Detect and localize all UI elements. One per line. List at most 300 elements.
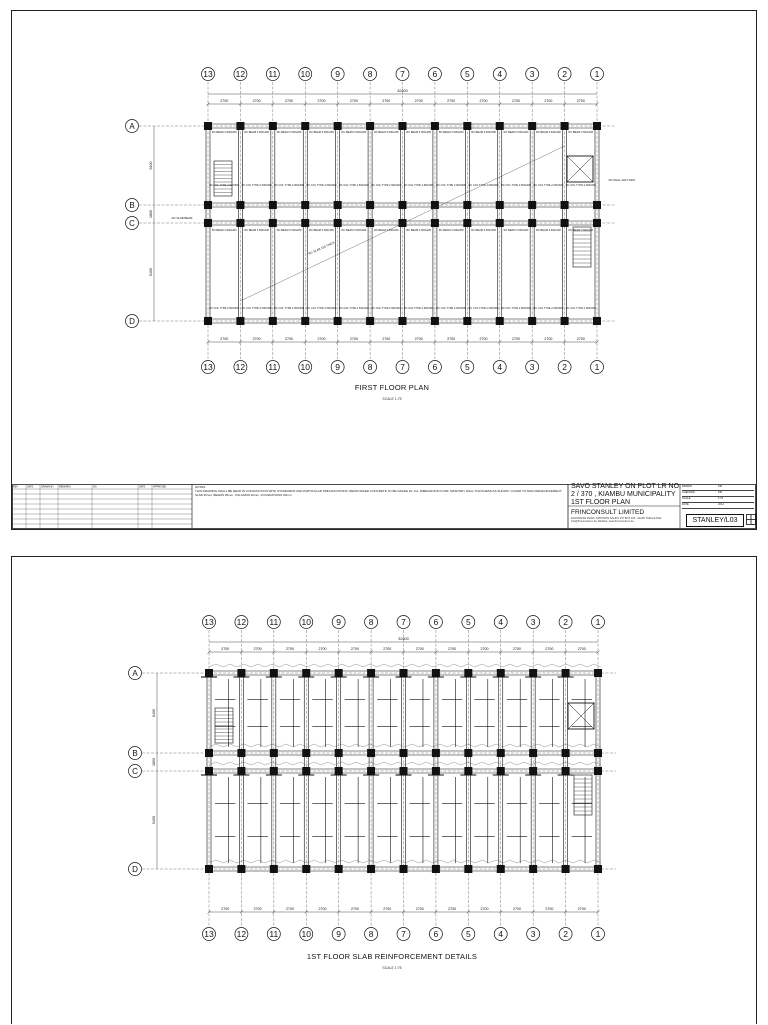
grid-number: 5 <box>465 617 471 627</box>
bay-dimension: 2700 <box>544 99 553 104</box>
bay-dimension: 2700 <box>447 99 456 104</box>
rev-header: DATE <box>27 485 34 489</box>
grid-number: 12 <box>236 929 247 939</box>
beam-label: RC BEAM 3 600x200 <box>211 131 237 134</box>
grid-number: 10 <box>301 617 311 627</box>
column <box>528 219 536 227</box>
column <box>334 201 342 209</box>
grid-number: 4 <box>498 929 504 939</box>
column-label: RC COL TYPE 2 600x600 <box>403 184 434 187</box>
beam-label: RC BEAM 3 600x200 <box>373 229 399 232</box>
column <box>269 201 277 209</box>
grid-number: 2 <box>562 362 567 372</box>
bay-dimension: 2700 <box>512 907 521 912</box>
bay-dimension: 2700 <box>383 907 392 912</box>
company-logo-icon <box>746 514 756 525</box>
column <box>204 317 212 325</box>
column <box>366 122 374 130</box>
grid-letter: B <box>129 201 135 210</box>
grid-number: 11 <box>269 617 279 627</box>
company-name: FRINCONSULT LIMITED <box>571 509 645 516</box>
bay-dimension: 2700 <box>286 907 295 912</box>
beam-label: RC BEAM 3 600x200 <box>406 229 432 232</box>
beam-label: RC BEAM 3 600x200 <box>568 229 594 232</box>
column <box>528 122 536 130</box>
column <box>204 219 212 227</box>
column-label: RC COL TYPE 2 600x600 <box>274 184 305 187</box>
column <box>399 317 407 325</box>
grid-number: 2 <box>563 617 568 627</box>
column <box>301 122 309 130</box>
column <box>593 201 601 209</box>
column <box>269 122 277 130</box>
column <box>562 767 570 775</box>
column <box>594 767 602 775</box>
column <box>334 219 342 227</box>
bay-dimension: 2700 <box>350 647 359 652</box>
meta-value: 1:75 <box>718 497 724 500</box>
column <box>432 749 440 757</box>
slab-beam-label: RC SLAB BEAM <box>171 216 193 220</box>
grid-number: 1 <box>594 69 600 79</box>
project-line-1: SAVO STANLEY ON PLOT LR NO. <box>571 483 681 490</box>
column <box>561 317 569 325</box>
column <box>366 219 374 227</box>
column <box>301 201 309 209</box>
bay-dimension: 2700 <box>576 337 585 342</box>
bay-dimension: 2700 <box>220 99 229 104</box>
meta-row <box>682 503 754 509</box>
column <box>302 865 310 873</box>
column <box>270 669 278 677</box>
column <box>205 865 213 873</box>
grid-number: 8 <box>367 362 373 372</box>
column <box>335 767 343 775</box>
grid-number: 3 <box>529 362 535 372</box>
column <box>204 122 212 130</box>
grid-number: 3 <box>529 69 535 79</box>
grid-number: 7 <box>400 69 405 79</box>
bay-dimension: 2700 <box>479 337 488 342</box>
column <box>236 317 244 325</box>
beam-label: RC BEAM 3 600x200 <box>438 229 464 232</box>
grid-number: 11 <box>269 929 279 939</box>
column <box>205 669 213 677</box>
bay-dimension: 2700 <box>479 99 488 104</box>
beam-label: RC BEAM 3 600x200 <box>309 131 334 134</box>
title-block <box>12 484 756 529</box>
bay-dimension: 2700 <box>318 907 327 912</box>
beam-label: RC BEAM 3 600x200 <box>309 229 334 232</box>
column-label: RC COL TYPE 2 600x600 <box>500 307 531 310</box>
column <box>529 749 537 757</box>
bay-dimension: 2700 <box>285 99 294 104</box>
column <box>204 201 212 209</box>
column <box>561 122 569 130</box>
column <box>400 749 408 757</box>
column <box>562 865 570 873</box>
column <box>399 122 407 130</box>
column <box>528 201 536 209</box>
first-floor-plan-drawing <box>12 11 756 483</box>
grid-number: 6 <box>432 362 438 372</box>
beam-label: RC BEAM 3 600x200 <box>568 131 594 134</box>
grid-number: 7 <box>401 617 406 627</box>
column <box>463 122 471 130</box>
column <box>236 219 244 227</box>
bay-dimension: 2700 <box>414 99 423 104</box>
grid-number: 9 <box>335 362 341 372</box>
beam-label: RC BEAM 3 600x200 <box>211 229 237 232</box>
column <box>594 749 602 757</box>
beam-label: RC BEAM 3 600x200 <box>341 131 367 134</box>
column <box>334 317 342 325</box>
column <box>431 122 439 130</box>
row-dimension: 6400 <box>152 709 156 717</box>
column <box>529 767 537 775</box>
column <box>497 749 505 757</box>
column <box>594 669 602 677</box>
beam-label: RC BEAM 3 600x200 <box>503 229 529 232</box>
rev-header: DATE <box>139 485 146 489</box>
beam-label: RC BEAM 3 600x200 <box>276 229 302 232</box>
grid-number: 7 <box>400 362 405 372</box>
bay-dimension: 2700 <box>447 337 456 342</box>
bay-dimension: 2700 <box>511 337 520 342</box>
bay-dimension: 2700 <box>383 647 392 652</box>
grid-number: 3 <box>530 617 536 627</box>
bay-dimension: 2700 <box>252 337 261 342</box>
overall-dimension: 32400 <box>398 637 409 641</box>
column <box>237 767 245 775</box>
column <box>431 219 439 227</box>
column-label: RC COL TYPE 2 600x600 <box>436 307 467 310</box>
column <box>366 317 374 325</box>
column-label: RC COL TYPE 2 600x600 <box>306 307 337 310</box>
meta-label: DATE <box>682 503 689 506</box>
column <box>399 219 407 227</box>
column <box>367 669 375 677</box>
grid-number: 10 <box>300 69 310 79</box>
column-label: RC COL TYPE 2 600x600 <box>274 307 305 310</box>
bay-dimension: 2700 <box>512 647 521 652</box>
column <box>367 767 375 775</box>
column <box>236 122 244 130</box>
column-label: RC COL TYPE 2 600x600 <box>436 184 467 187</box>
beam-label: RC BEAM 3 600x200 <box>503 131 529 134</box>
column-label: RC COL TYPE 2 600x600 <box>533 307 564 310</box>
column <box>562 669 570 677</box>
grid-number: 11 <box>268 362 278 372</box>
beam-label: RC BEAM 3 600x200 <box>373 131 399 134</box>
bay-dimension: 2700 <box>253 647 262 652</box>
bay-dimension: 2700 <box>220 337 229 342</box>
bay-dimension: 2700 <box>318 647 327 652</box>
column <box>335 749 343 757</box>
column-label: RC COL TYPE 2 600x600 <box>371 184 402 187</box>
column <box>561 219 569 227</box>
grid-number: 6 <box>432 69 438 79</box>
column <box>205 767 213 775</box>
column <box>301 317 309 325</box>
column <box>432 669 440 677</box>
bay-dimension: 2700 <box>221 907 230 912</box>
grid-number: 13 <box>204 617 214 627</box>
meta-label: SCALE <box>682 497 691 500</box>
column-label: RC COL TYPE 2 600x600 <box>209 184 240 187</box>
sheet-first-floor-plan <box>11 10 757 530</box>
column <box>270 749 278 757</box>
bay-dimension: 2700 <box>349 337 358 342</box>
grid-number: 9 <box>336 617 342 627</box>
column <box>464 669 472 677</box>
column <box>496 317 504 325</box>
column-label: RC COL TYPE 2 600x600 <box>241 307 272 310</box>
column <box>269 219 277 227</box>
drawing-number: STANLEY/L03 <box>686 514 744 527</box>
row-dimension: 5400 <box>152 816 156 824</box>
column <box>497 865 505 873</box>
column-label: RC COL TYPE 2 600x600 <box>468 184 499 187</box>
beam-label: RC BEAM 3 600x200 <box>471 131 496 134</box>
column <box>497 767 505 775</box>
column <box>334 122 342 130</box>
column <box>593 219 601 227</box>
column <box>463 317 471 325</box>
wall-label: RC WALL 200 THICK <box>608 178 636 182</box>
beam-label: RC BEAM 3 600x200 <box>244 131 269 134</box>
column <box>432 767 440 775</box>
column <box>237 669 245 677</box>
column <box>464 865 472 873</box>
grid-number: 6 <box>433 929 439 939</box>
column <box>366 201 374 209</box>
column <box>400 767 408 775</box>
grid-letter: A <box>132 669 138 678</box>
grid-number: 8 <box>367 69 373 79</box>
column <box>269 317 277 325</box>
bay-dimension: 2700 <box>350 907 359 912</box>
project-line-3: 1ST FLOOR PLAN <box>571 499 631 507</box>
grid-number: 1 <box>595 617 601 627</box>
bay-dimension: 2700 <box>415 647 424 652</box>
column <box>562 749 570 757</box>
column <box>367 749 375 757</box>
column <box>302 749 310 757</box>
beam-label: RC BEAM 3 600x200 <box>438 131 464 134</box>
grid-number: 5 <box>465 929 471 939</box>
bay-dimension: 2700 <box>577 647 586 652</box>
grid-number: 9 <box>336 929 342 939</box>
grid-number: 1 <box>595 929 601 939</box>
column <box>400 865 408 873</box>
bay-dimension: 2700 <box>382 337 391 342</box>
column-label: RC COL TYPE 2 600x600 <box>565 307 596 310</box>
grid-letter: C <box>129 219 135 228</box>
grid-number: 5 <box>464 69 470 79</box>
bay-dimension: 2700 <box>252 99 261 104</box>
grid-number: 12 <box>235 362 246 372</box>
grid-number: 13 <box>203 362 213 372</box>
bay-dimension: 2700 <box>576 99 585 104</box>
column <box>496 122 504 130</box>
bay-dimension: 2700 <box>448 907 457 912</box>
column <box>432 865 440 873</box>
grid-letter: C <box>132 767 138 776</box>
column <box>237 865 245 873</box>
column <box>400 669 408 677</box>
column-label: RC COL TYPE 2 600x600 <box>565 184 596 187</box>
grid-number: 10 <box>300 362 310 372</box>
column <box>529 865 537 873</box>
bay-dimension: 2700 <box>285 337 294 342</box>
column <box>497 669 505 677</box>
grid-number: 2 <box>562 69 567 79</box>
column <box>270 767 278 775</box>
drawing-meta <box>682 485 754 509</box>
grid-number: 3 <box>530 929 536 939</box>
grid-number: 4 <box>497 69 503 79</box>
column <box>367 865 375 873</box>
sheet-slab-reinforcement <box>11 556 757 1024</box>
grid-number: 5 <box>464 362 470 372</box>
column <box>399 201 407 209</box>
column-label: RC COL TYPE 2 600x600 <box>209 307 240 310</box>
column <box>236 201 244 209</box>
bay-dimension: 2700 <box>286 647 295 652</box>
column <box>302 669 310 677</box>
bay-dimension: 2700 <box>221 647 230 652</box>
column <box>528 317 536 325</box>
bay-dimension: 2700 <box>480 647 489 652</box>
grid-letter: A <box>129 122 135 131</box>
column <box>464 749 472 757</box>
bay-dimension: 2700 <box>415 907 424 912</box>
row-dimension: 1800 <box>149 210 153 218</box>
slab-label: RC SLAB 150 THICK <box>307 240 336 256</box>
row-dimension: 1800 <box>152 758 156 766</box>
column <box>593 122 601 130</box>
project-line-2: 2 / 370 , KIAMBU MUNICIPALITY <box>571 491 676 499</box>
column <box>463 219 471 227</box>
distribution-mark <box>209 860 601 863</box>
column-label: RC COL TYPE 2 600x600 <box>500 184 531 187</box>
bay-dimension: 2700 <box>414 337 423 342</box>
grid-number: 4 <box>497 362 503 372</box>
bay-dimension: 2700 <box>544 337 553 342</box>
bay-dimension: 2700 <box>349 99 358 104</box>
project-title <box>571 483 681 508</box>
grid-number: 13 <box>204 929 214 939</box>
rev-header: DRAWN BY <box>41 485 54 489</box>
meta-value: PM <box>718 491 722 494</box>
notes-heading: NOTES <box>195 486 206 489</box>
rev-header: REV <box>13 485 18 489</box>
distribution-mark <box>209 744 601 747</box>
column-label: RC COL TYPE 2 600x600 <box>338 307 369 310</box>
column <box>237 749 245 757</box>
grid-number: 8 <box>368 929 374 939</box>
grid-number: 12 <box>236 617 247 627</box>
column <box>464 767 472 775</box>
grid-number: 2 <box>563 929 568 939</box>
bay-dimension: 2700 <box>253 907 262 912</box>
row-dimension: 5400 <box>149 268 153 276</box>
rev-header: NO. <box>93 485 98 489</box>
company-address: ELDORANGI ROAD, OPPOSITE KALIFO P.O BOX 400 - 01000 THIKA E-Mail: info@frinconsult.co.ke, Website: www.frinconsult.co.ke <box>571 517 662 523</box>
plan-title: FIRST FLOOR PLAN <box>354 383 430 392</box>
beam-label: RC BEAM 3 600x200 <box>406 131 432 134</box>
plan-title: 1ST FLOOR SLAB REINFORCEMENT DETAILS <box>306 952 478 961</box>
bay-dimension: 2700 <box>480 907 489 912</box>
grid-letter: B <box>132 749 138 758</box>
rev-header: REMARKS <box>59 485 71 489</box>
grid-number: 12 <box>235 69 246 79</box>
plan-scale: SCALE 1:75 <box>382 397 402 401</box>
meta-label: DRAWN <box>682 485 692 488</box>
bay-dimension: 2700 <box>545 647 554 652</box>
column <box>496 201 504 209</box>
beam-label: RC BEAM 3 600x200 <box>341 229 367 232</box>
grid-number: 7 <box>401 929 406 939</box>
grid-letter: D <box>132 865 138 874</box>
column <box>561 201 569 209</box>
column-label: RC COL TYPE 2 600x600 <box>338 184 369 187</box>
column <box>496 219 504 227</box>
grid-number: 13 <box>203 69 213 79</box>
column-label: RC COL TYPE 2 600x600 <box>306 184 337 187</box>
bay-dimension: 2700 <box>448 647 457 652</box>
column <box>301 219 309 227</box>
column <box>594 865 602 873</box>
beam-label: RC BEAM 3 600x200 <box>244 229 269 232</box>
grid-letter: D <box>129 317 135 326</box>
plan-scale: SCALE 1:75 <box>382 966 402 970</box>
notes-text: THIS DRAWING SHALL BE READ IN CONJUNCTION WITH STANDARDS AND PARTICULAR SPECIFICATIONS. REINFORCED CONCRETE TO BE GRADE 25. ALL DIMENSIONS IN MM. MASONRY WALL THICKNESS AS SHOWN. COVER TO MAIN REINFORCEMENT: SLAB 25mm, BEAMS 25mm, COLUMNS 40mm, FOUNDATIONS 50mm. <box>195 490 562 497</box>
grid-number: 10 <box>301 929 311 939</box>
column <box>593 317 601 325</box>
column <box>302 767 310 775</box>
beam-label: RC BEAM 3 600x200 <box>536 131 561 134</box>
grid-number: 4 <box>498 617 504 627</box>
bay-dimension: 2700 <box>317 337 326 342</box>
column <box>335 669 343 677</box>
column <box>463 201 471 209</box>
grid-number: 6 <box>433 617 439 627</box>
column <box>529 669 537 677</box>
bay-dimension: 2700 <box>577 907 586 912</box>
grid-number: 8 <box>368 617 374 627</box>
column-label: RC COL TYPE 2 600x600 <box>468 307 499 310</box>
meta-value: KM <box>718 485 722 488</box>
beam-label: RC BEAM 3 600x200 <box>276 131 302 134</box>
grid-number: 11 <box>268 69 278 79</box>
rev-header: APPROVED <box>153 485 167 489</box>
bay-dimension: 2700 <box>545 907 554 912</box>
column <box>431 201 439 209</box>
column <box>335 865 343 873</box>
distribution-mark <box>209 762 601 765</box>
column-label: RC COL TYPE 2 600x600 <box>403 307 434 310</box>
column <box>205 749 213 757</box>
grid-number: 9 <box>335 69 341 79</box>
column <box>431 317 439 325</box>
beam-label: RC BEAM 3 600x200 <box>471 229 496 232</box>
bay-dimension: 2700 <box>511 99 520 104</box>
distribution-mark <box>209 664 601 667</box>
bay-dimension: 2700 <box>317 99 326 104</box>
column <box>270 865 278 873</box>
